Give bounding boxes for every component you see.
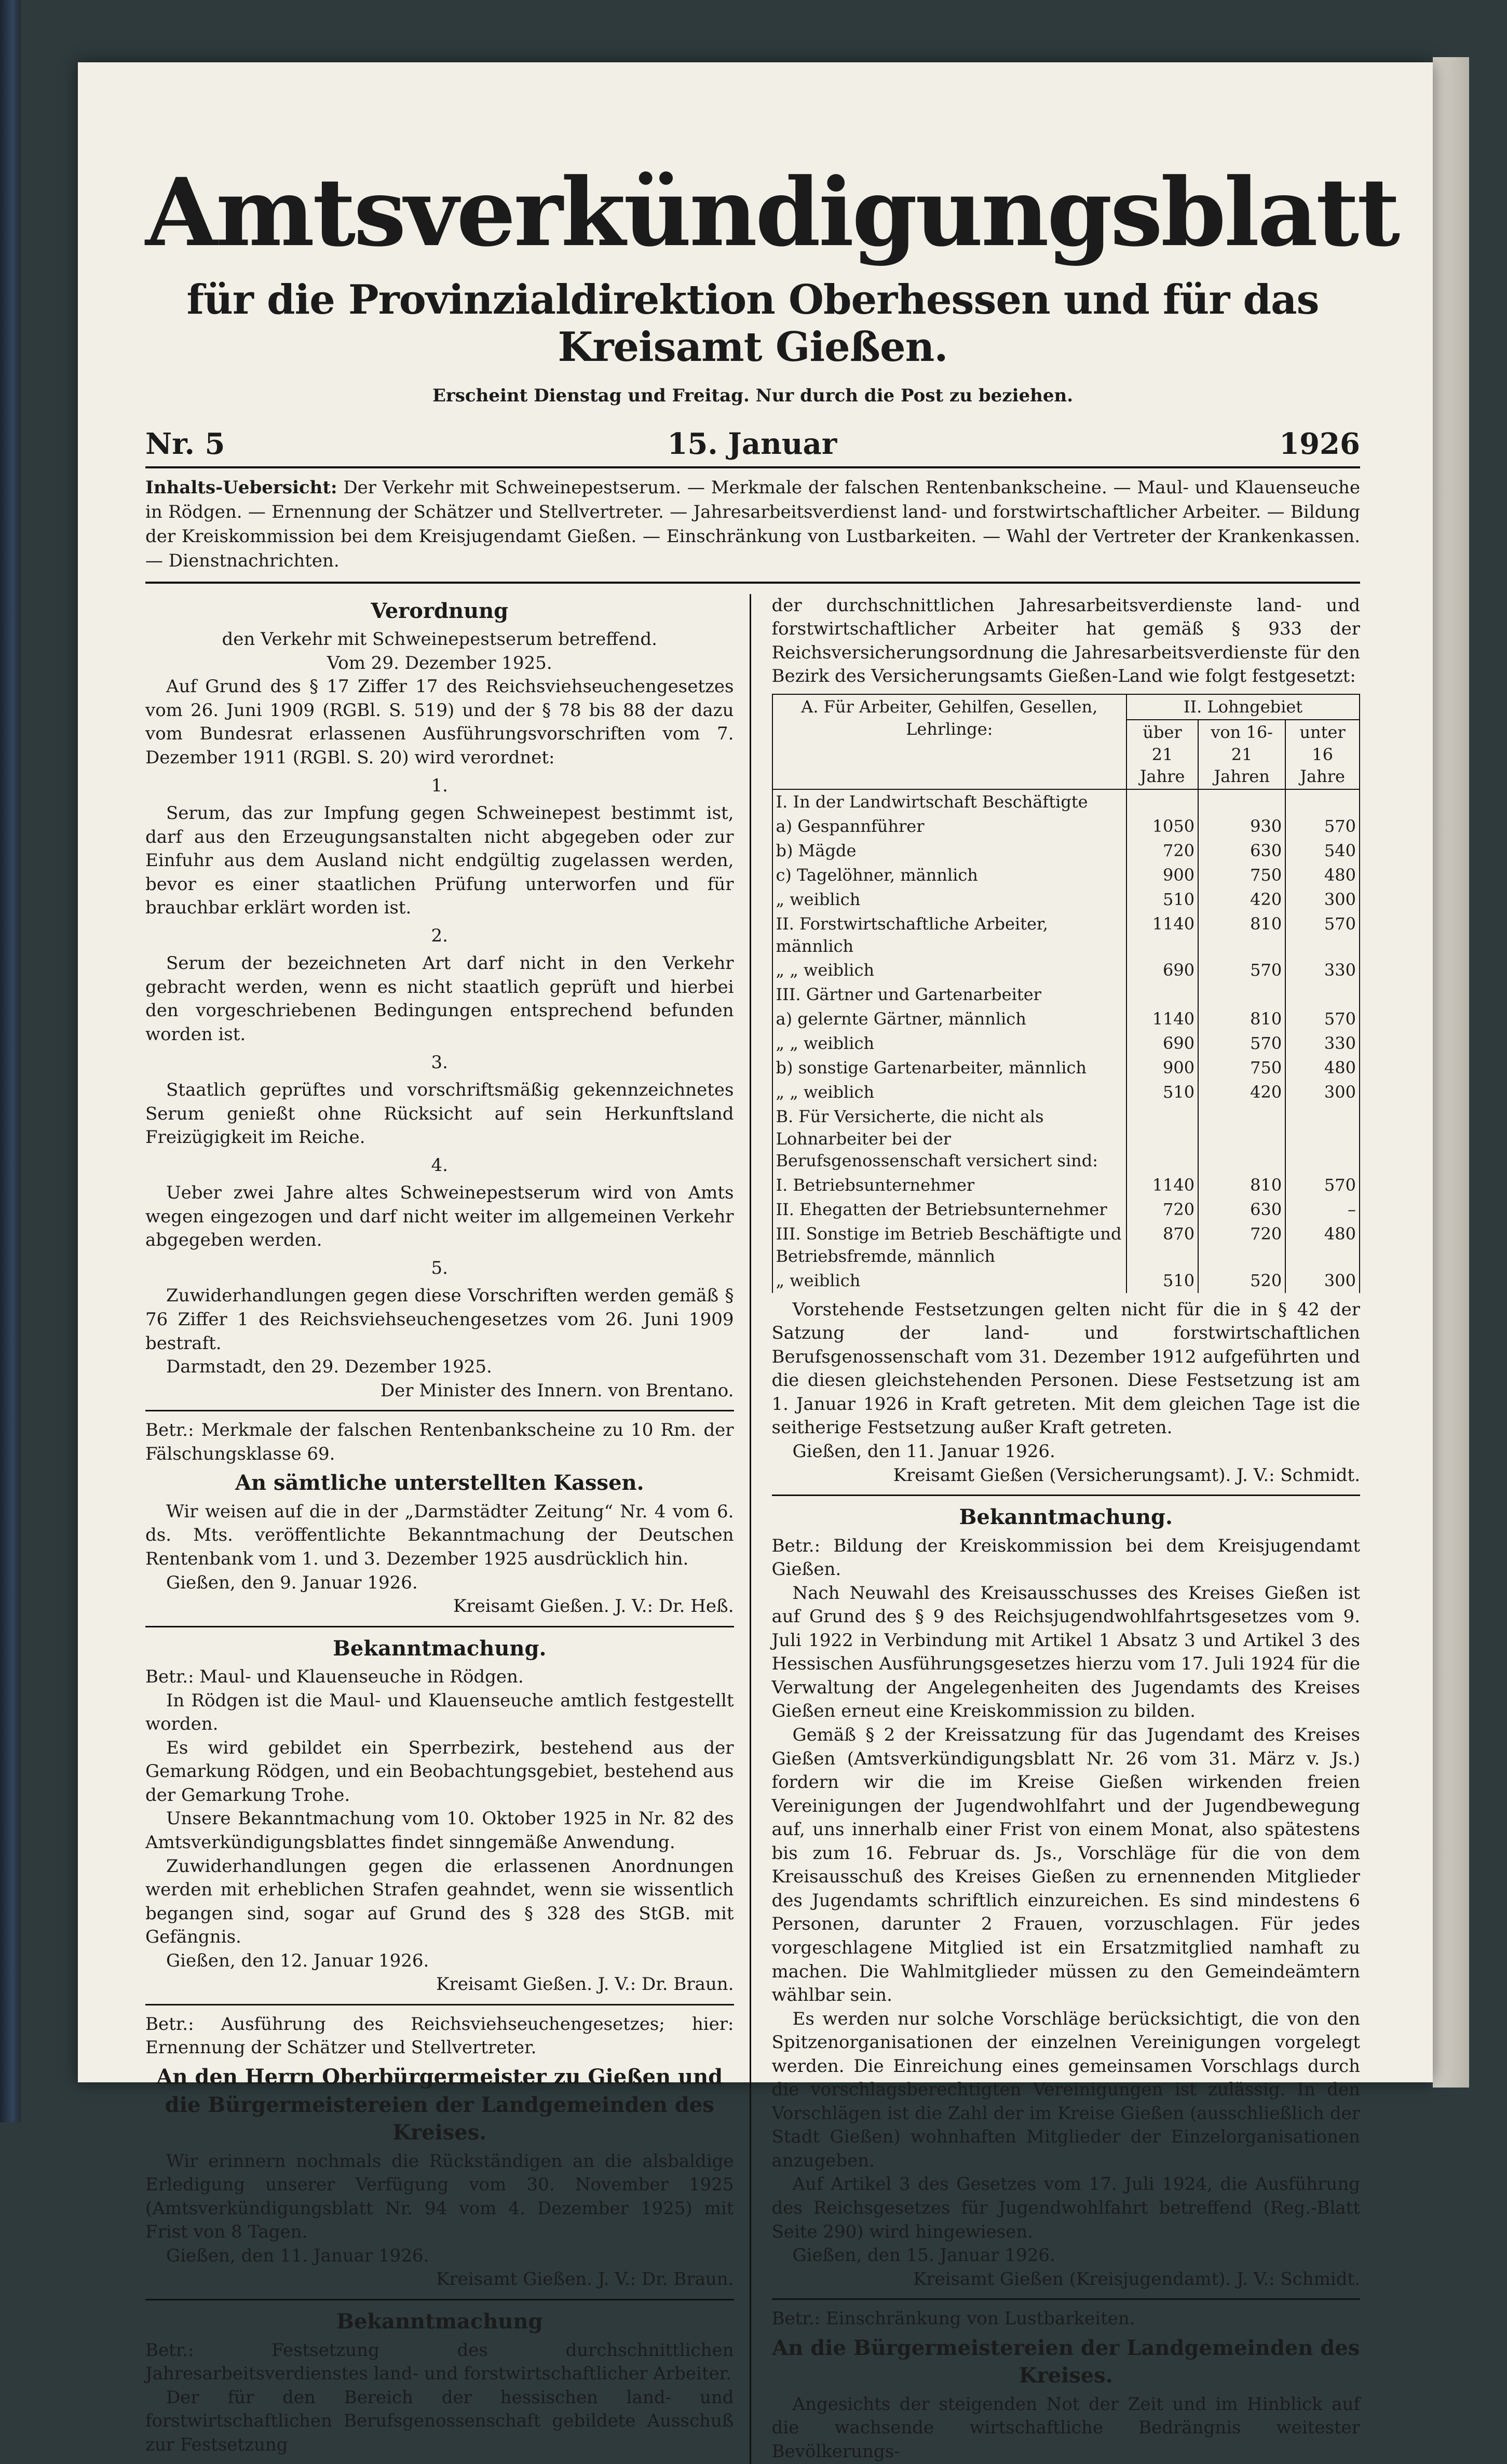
row-label: c) Tagelöhner, männlich: [772, 863, 1127, 887]
wage-value: [1198, 789, 1285, 814]
masthead-subtitle: für die Provinzialdirektion Oberhessen und für das Kreisamt Gießen.: [186, 276, 1319, 371]
wage-value: 570: [1285, 814, 1360, 839]
schaetzer-text: Wir erinnern nochmals die Rückständigen an die alsbaldige Erledigung unserer Verfügung vom 30. November 1925 (Amtsverkündigungsblatt Nr. 94 vom 4. Dezember 1925) mit Frist von 8 Tagen.: [145, 2150, 734, 2243]
row-label: b) sonstige Gartenarbeiter, männlich: [772, 1056, 1127, 1080]
table-row: [772, 912, 1360, 959]
newspaper-page: [78, 62, 1433, 2462]
row-label: „ „ weiblich: [772, 1080, 1127, 1105]
kreis-paragraph: Es werden nur solche Vorschläge berücksichtigt, die von den Spitzenorganisationen der einzelnen Vereinigungen vorgelegt werden. Die Einreichung eines gemeinsamen Vorschlags durch die vorschlagsberechtigten Vereinigungen ist zulässig. In den Vorschlägen ist die Zahl der im Kreise Gießen (ausschließlich der Stadt Gießen) wohnhaften Mitglieder der Einzelorganisationen anzugeben.: [771, 2008, 1360, 2171]
renten-signature: Kreisamt Gießen. J. V.: Dr. Heß.: [453, 1596, 734, 1617]
jahres-text: Der für den Bereich der hessischen land- und forstwirtschaftlichen Berufsgenossenschaft gebildete Ausschuß zur Festsetzung: [145, 2387, 734, 2455]
wage-value: –: [1285, 1197, 1360, 1222]
issue-dateline: [145, 406, 1360, 468]
jahres-heading: Bekanntmachung: [336, 2309, 543, 2334]
table-row: [772, 839, 1360, 863]
wage-value: 300: [1285, 1269, 1360, 1293]
book-spine: [0, 0, 21, 2122]
issue-year: 1926: [1279, 427, 1360, 461]
table-row: [772, 1105, 1360, 1174]
wage-value: 570: [1198, 958, 1285, 982]
table-row: [772, 1056, 1360, 1080]
verordnung-date: Vom 29. Dezember 1925.: [327, 652, 552, 674]
row-label: a) Gespannführer: [772, 814, 1127, 839]
wage-value: 480: [1285, 1222, 1360, 1269]
verordnung-paragraph: Staatlich geprüftes und vorschriftsmäßig gekennzeichnetes Serum genießt ohne Rücksicht auf sein Herkunftsland Freizügigkeit im Reiche.: [145, 1080, 734, 1148]
wage-value: 570: [1285, 1007, 1360, 1031]
table-row: [772, 789, 1360, 814]
wage-value: 330: [1285, 1031, 1360, 1056]
row-label: „ weiblich: [772, 1269, 1127, 1293]
maul-paragraph: Zuwiderhandlungen gegen die erlassenen Anordnungen werden mit erheblichen Strafen geahndet, wenn sie wissentlich begangen sind, sogar auf Grund des § 328 des StGB. mit Gefängnis.: [145, 1855, 734, 1948]
divider: [772, 2298, 1361, 2300]
wage-value: 810: [1198, 912, 1285, 959]
verordnung-heading: Verordnung: [371, 598, 509, 623]
maul-signature: Kreisamt Gießen. J. V.: Dr. Braun.: [436, 1974, 734, 1995]
verordnung-subject: den Verkehr mit Schweinepestserum betreffend.: [222, 629, 657, 650]
wage-value: 570: [1285, 912, 1360, 959]
schaetzer-place: Gießen, den 11. Januar 1926.: [166, 2245, 429, 2266]
wage-value: 690: [1126, 1031, 1198, 1056]
columns: [145, 594, 1360, 2464]
row-label: I. Betriebsunternehmer: [772, 1173, 1127, 1197]
wage-value: 720: [1126, 1197, 1198, 1222]
verordnung-signature: Der Minister des Innern. von Brentano.: [380, 1380, 734, 1401]
wage-value: 870: [1126, 1222, 1198, 1269]
maul-heading: Bekanntmachung.: [333, 1636, 547, 1661]
wage-value: [1198, 982, 1285, 1007]
kreis-paragraph: Auf Artikel 3 des Gesetzes vom 17. Juli 1924, die Ausführung des Reichsgesetzes für Jugendwohlfahrt betreffend (Reg.-Blatt Seite 290) wird hingewiesen.: [771, 2174, 1360, 2242]
table-row: [772, 887, 1360, 912]
wage-value: 900: [1126, 863, 1198, 887]
kreis-paragraph: Gemäß § 2 der Kreissatzung für das Jugendamt des Kreises Gießen (Amtsverkündigungsblatt Nr. 26 vom 31. März v. Js.) fordern wir die im Kreise Gießen wirkenden freien Vereinigungen der Jugendwohlfahrt und der Jugendbewegung auf, uns innerhalb einer Frist von einem Monat, also spätestens bis zum 16. Februar ds. Js., Vorschläge für die von dem Kreisausschuß des Kreises Gießen zu ernennenden Mitglieder des Jugendamts schriftlich einzureichen. Es sind mindestens 6 Personen, darunter 2 Frauen, vorzuschlagen. Für jedes vorgeschlagene Mitglied ist ein Ersatzmitglied namhaft zu machen. Die Wahlmitglieder müssen zu den Gemeindeämtern wählbar sein.: [771, 1725, 1360, 2006]
wage-value: 300: [1285, 1080, 1360, 1105]
wage-value: 1140: [1126, 912, 1198, 959]
lust-text: Angesichts der steigenden Not der Zeit und im Hinblick auf die wachsende wirtschaftliche Bedrängnis weitester Bevölkerungs-: [771, 2393, 1360, 2462]
table-row: [772, 1222, 1360, 1269]
table-row: [772, 1173, 1360, 1197]
section-number: 5.: [431, 1257, 448, 1278]
table-row: [772, 863, 1360, 887]
table-row: [772, 1197, 1360, 1222]
wage-value: [1126, 982, 1198, 1007]
lust-betr: Betr.: Einschränkung von Lustbarkeiten.: [771, 2308, 1135, 2330]
wage-value: [1285, 1105, 1360, 1174]
wage-value: 810: [1198, 1007, 1285, 1031]
kreis-heading: Bekanntmachung.: [959, 1505, 1173, 1530]
table-place: Gießen, den 11. Januar 1926.: [792, 1440, 1055, 1462]
wage-value: [1198, 1105, 1285, 1174]
row-label: „ „ weiblich: [772, 958, 1127, 982]
page-edges: [1433, 57, 1469, 2088]
row-label: I. In der Landwirtschaft Beschäftigte: [772, 789, 1127, 814]
jahres-betr: Betr.: Festsetzung des durchschnittlichen Jahresarbeitsverdienstes land- und forstwirtschaftlicher Arbeiter.: [145, 2339, 734, 2385]
table-of-contents: [145, 476, 1360, 584]
kreis-betr: Betr.: Bildung der Kreiskommission bei dem Kreisjugendamt Gießen.: [771, 1535, 1360, 1580]
renten-text: Wir weisen auf die in der „Darmstädter Zeitung“ Nr. 4 vom 6. ds. Mts. veröffentlichte Bekanntmachung der Deutschen Rentenbank vom 1. und 3. Dezember 1925 ausdrücklich hin.: [145, 1501, 734, 1569]
section-number: 2.: [431, 925, 448, 946]
wage-value: [1285, 789, 1360, 814]
wage-value: 750: [1198, 1056, 1285, 1080]
maul-betr: Betr.: Maul- und Klauenseuche in Rödgen.: [145, 1666, 524, 1688]
table-row: [772, 1007, 1360, 1031]
divider: [145, 2004, 734, 2005]
verordnung-place: Darmstadt, den 29. Dezember 1925.: [166, 1356, 492, 1378]
wage-value: 420: [1198, 1080, 1285, 1105]
right-column: [772, 594, 1361, 2464]
issue-date: 15. Januar: [667, 427, 837, 461]
masthead-title: Amtsverkündigungsblatt: [145, 158, 1399, 267]
divider: [772, 1494, 1361, 1496]
row-label: III. Gärtner und Gartenarbeiter: [772, 982, 1127, 1007]
kreis-signature: Kreisamt Gießen (Kreisjugendamt). J. V.: Schmidt.: [913, 2268, 1360, 2290]
wage-value: 420: [1198, 887, 1285, 912]
renten-heading: An sämtliche unterstellten Kassen.: [235, 1471, 644, 1496]
kreis-paragraph: Nach Neuwahl des Kreisausschusses des Kreises Gießen ist auf Grund des § 9 des Reichsjugendwohlfahrtsgesetzes vom 9. Juli 1922 in Verbindung mit Artikel 1 Absatz 3 und Artikel 3 des Hessischen Ausführungsgesetzes hierzu vom 17. Juli 1924 für die Verwaltung der Angelegenheiten des Jugendamts des Kreises Gießen erneut eine Kreiskommission zu bilden.: [771, 1582, 1360, 1722]
wage-value: 330: [1285, 958, 1360, 982]
maul-paragraph: Es wird gebildet ein Sperrbezirk, bestehend aus der Gemarkung Rödgen, und ein Beobachtungsgebiet, bestehend aus der Gemarkung Trohe.: [145, 1737, 734, 1806]
row-label: III. Sonstige im Betrieb Beschäftigte und Betriebsfremde, männlich: [772, 1222, 1127, 1269]
wage-value: 1140: [1126, 1173, 1198, 1197]
renten-betr: Betr.: Merkmale der falschen Rentenbankscheine zu 10 Rm. der Fälschungsklasse 69.: [145, 1420, 734, 1464]
wage-value: 630: [1198, 1197, 1285, 1222]
wage-value: 540: [1285, 839, 1360, 863]
section-number: 3.: [431, 1052, 448, 1073]
verordnung-intro: Auf Grund des § 17 Ziffer 17 des Reichsviehseuchengesetzes vom 26. Juni 1909 (RGBl. S. 519) und der § 78 bis 88 der dazu vom Bundesrat erlassenen Ausführungsvorschriften vom 7. Dezember 1911 (RGBl. S. 20) wird verordnet:: [145, 676, 734, 768]
toc-text: Der Verkehr mit Schweinepestserum. — Merkmale der falschen Rentenbankscheine. — Maul- und Klauenseuche in Rödgen. — Ernennung der Schätzer und Stellvertreter. — Jahresarbeitsverdienst land- und forstwirtschaftlicher Arbeiter. — Bildung der Kreiskommission bei dem Kreisjugendamt Gießen. — Einschränkung von Lustbarkeiten. — Wahl der Vertreter der Krankenkassen. — Dienstnachrichten.: [145, 477, 1360, 571]
wage-value: 510: [1126, 887, 1198, 912]
wage-value: 510: [1126, 1080, 1198, 1105]
verordnung-paragraph: Serum, das zur Impfung gegen Schweinepest bestimmt ist, darf aus den Erzeugungsanstalten nicht abgegeben oder zur Einfuhr aus dem Ausland nicht endgültig zugelassen werden, bevor es einer staatlichen Prüfung unterworfen und für brauchbar erklärt worden ist.: [145, 803, 734, 919]
verordnung-paragraph: Zuwiderhandlungen gegen diese Vorschriften werden gemäß § 76 Ziffer 1 des Reichsviehseuchengesetzes vom 26. Juni 1909 bestraft.: [145, 1285, 734, 1354]
table-row: [772, 1080, 1360, 1105]
kreis-place: Gießen, den 15. Januar 1926.: [792, 2245, 1055, 2266]
table-row: [772, 1031, 1360, 1056]
divider: [145, 1410, 734, 1411]
column-header: unter 16 Jahre: [1285, 720, 1360, 790]
schaetzer-signature: Kreisamt Gießen. J. V.: Dr. Braun.: [436, 2269, 734, 2290]
row-label: „ „ weiblich: [772, 1031, 1127, 1056]
row-label: „ weiblich: [772, 887, 1127, 912]
table-corner: A. Für Arbeiter, Gehilfen, Gesellen, Lehrlinge:: [772, 694, 1127, 790]
verordnung-paragraph: Ueber zwei Jahre altes Schweinepestserum wird von Amts wegen eingezogen und darf nicht weiter im allgemeinen Verkehr abgegeben werden.: [145, 1182, 734, 1251]
section-number: 1.: [431, 775, 448, 796]
table-note: Vorstehende Festsetzungen gelten nicht für die in § 42 der Satzung der land- und forstwirtschaftlichen Berufsgenossenschaft vom 31. Dezember 1912 aufgeführten und die diesen gleichstehenden Personen. Diese Festsetzung ist am 1. Januar 1926 in Kraft getreten. Mit dem gleichen Tage ist die seitherige Festsetzung außer Kraft getreten.: [771, 1299, 1360, 1438]
schaetzer-heading: An den Herrn Oberbürgermeister zu Gießen und die Bürgermeistereien der Landgemeinden des Kreises.: [156, 2064, 723, 2145]
row-label: b) Mägde: [772, 839, 1127, 863]
row-label: a) gelernte Gärtner, männlich: [772, 1007, 1127, 1031]
publication-frequency: Erscheint Dienstag und Freitag. Nur durch die Post zu beziehen.: [432, 385, 1074, 406]
lust-heading: An die Bürgermeistereien der Landgemeinden des Kreises.: [772, 2335, 1360, 2388]
table-row: [772, 982, 1360, 1007]
wage-value: 720: [1126, 839, 1198, 863]
wage-value: 900: [1126, 1056, 1198, 1080]
wage-value: 630: [1198, 839, 1285, 863]
toc-label: Inhalts-Uebersicht:: [145, 477, 337, 498]
maul-paragraph: Unsere Bekanntmachung vom 10. Oktober 1925 in Nr. 82 des Amtsverkündigungsblattes findet sinngemäße Anwendung.: [145, 1808, 734, 1853]
table-row: [772, 1269, 1360, 1293]
column-header: über 21 Jahre: [1126, 720, 1198, 790]
column-header: von 16-21 Jahren: [1198, 720, 1285, 790]
renten-place: Gießen, den 9. Januar 1926.: [166, 1572, 418, 1593]
wage-value: 1140: [1126, 1007, 1198, 1031]
wage-table-body: [772, 789, 1360, 1292]
wage-value: 750: [1198, 863, 1285, 887]
wage-value: 810: [1198, 1173, 1285, 1197]
divider: [145, 2299, 734, 2300]
wage-value: 570: [1198, 1031, 1285, 1056]
wage-value: 510: [1126, 1269, 1198, 1293]
divider: [145, 1626, 734, 1627]
wage-value: 480: [1285, 863, 1360, 887]
issue-number: Nr. 5: [145, 427, 225, 461]
maul-paragraph: In Rödgen ist die Maul- und Klauenseuche amtlich festgestellt worden.: [145, 1690, 734, 1735]
row-label: II. Ehegatten der Betriebsunternehmer: [772, 1197, 1127, 1222]
wage-value: 1050: [1126, 814, 1198, 839]
section-number: 4.: [431, 1154, 448, 1176]
maul-place: Gießen, den 12. Januar 1926.: [166, 1950, 429, 1971]
jahres-continuation: der durchschnittlichen Jahresarbeitsverdienste land- und forstwirtschaftlicher Arbeiter hat gemäß § 933 der Reichsversicherungsordnung die Jahresarbeitsverdienste für den Bezirk des Versicherungsamts Gießen-Land wie folgt festgesetzt:: [771, 595, 1360, 687]
wage-table: [772, 694, 1361, 1293]
page-content: [145, 109, 1399, 2464]
row-label: II. Forstwirtschaftliche Arbeiter, männlich: [772, 912, 1127, 959]
wage-value: [1285, 982, 1360, 1007]
schaetzer-betr: Betr.: Ausführung des Reichsviehseuchengesetzes; hier: Ernennung der Schätzer und Stellvertreter.: [145, 2013, 734, 2058]
wage-value: [1126, 789, 1198, 814]
row-label: B. Für Versicherte, die nicht als Lohnarbeiter bei der Berufsgenossenschaft versichert sind:: [772, 1105, 1127, 1174]
wage-value: [1126, 1105, 1198, 1174]
left-column: [145, 594, 751, 2464]
table-row: [772, 958, 1360, 982]
wage-value: 480: [1285, 1056, 1360, 1080]
table-signature: Kreisamt Gießen (Versicherungsamt). J. V.: Schmidt.: [893, 1464, 1360, 1486]
wage-value: 690: [1126, 958, 1198, 982]
wage-value: 720: [1198, 1222, 1285, 1269]
wage-value: 520: [1198, 1269, 1285, 1293]
table-row: [772, 814, 1360, 839]
wage-value: 930: [1198, 814, 1285, 839]
wage-value: 570: [1285, 1173, 1360, 1197]
table-group-header: II. Lohngebiet: [1126, 694, 1360, 720]
verordnung-paragraph: Serum der bezeichneten Art darf nicht in den Verkehr gebracht werden, wenn es nicht staatlich geprüft und hierbei den vorgeschriebenen Bedingungen entsprechend befunden worden ist.: [145, 953, 734, 1045]
wage-value: 300: [1285, 887, 1360, 912]
